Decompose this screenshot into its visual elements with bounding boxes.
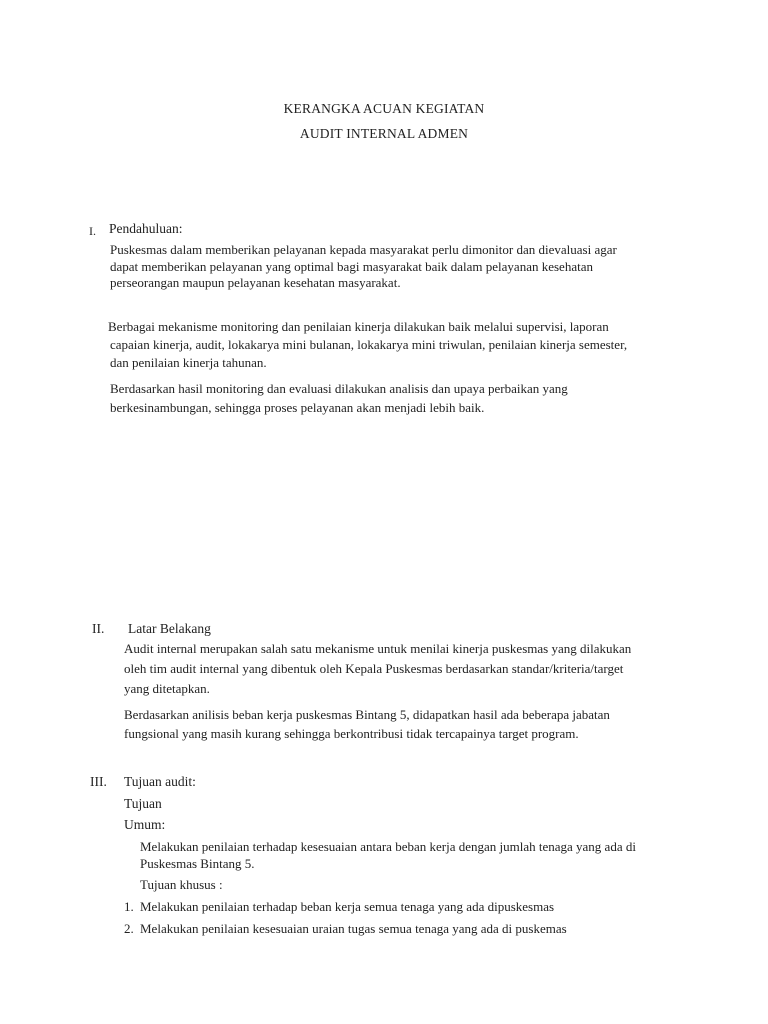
section1-p3-line1: Berdasarkan hasil monitoring dan evaluasi dilakukan analisis dan upaya perbaikan yang — [110, 381, 568, 396]
section1-p1-line2: dapat memberikan pelayanan yang optimal bagi masyarakat baik dalam pelayanan kesehatan — [110, 259, 593, 274]
list-item: Melakukan penilaian kesesuaian uraian tugas semua tenaga yang ada di puskemas — [140, 921, 567, 936]
section2-p1-line2: oleh tim audit internal yang dibentuk oleh Kepala Puskesmas berdasarkan standar/kriteria/target — [124, 661, 624, 676]
document-title-line2: AUDIT INTERNAL ADMEN — [299, 126, 469, 141]
section3-khusus-label: Tujuan khusus : — [140, 877, 223, 892]
list-item-number: 2. — [124, 921, 134, 936]
section3-tujuan: Tujuan — [124, 796, 162, 811]
section1-p1-line3: perseorangan maupun pelayanan kesehatan masyarakat. — [110, 275, 401, 290]
section1-number: I. — [89, 224, 96, 238]
section1-p2-line2: capaian kinerja, audit, lokakarya mini bulanan, lokakarya mini triwulan, penilaian kinerja semester, — [110, 337, 628, 352]
section2-p1-line1: Audit internal merupakan salah satu mekanisme untuk menilai kinerja puskesmas yang dilakukan — [124, 641, 632, 656]
section1-p1-line1: Puskesmas dalam memberikan pelayanan kepada masyarakat perlu dimonitor dan dievaluasi agar — [110, 242, 617, 257]
section1-heading: Pendahuluan: — [109, 221, 183, 236]
list-item-number: 1. — [124, 899, 134, 914]
section3-umum-line1: Melakukan penilaian terhadap kesesuaian antara beban kerja dengan jumlah tenaga yang ada di — [140, 839, 636, 854]
section1-p3-line2: berkesinambungan, sehingga proses pelayanan akan menjadi lebih baik. — [110, 400, 485, 415]
list-item: Melakukan penilaian terhadap beban kerja semua tenaga yang ada dipuskesmas — [140, 899, 555, 914]
section3-umum-line2: Puskesmas Bintang 5. — [140, 856, 255, 871]
section1-p2-line1: Berbagai mekanisme monitoring dan penilaian kinerja dilakukan baik melalui supervisi, laporan — [108, 319, 609, 334]
section2-p2-line1: Berdasarkan anilisis beban kerja puskesmas Bintang 5, didapatkan hasil ada beberapa jabatan — [124, 707, 610, 722]
section2-p1-line3: yang ditetapkan. — [124, 681, 210, 696]
section2-heading: Latar Belakang — [128, 621, 211, 636]
section3-heading: Tujuan audit: — [124, 774, 196, 789]
section2-number: II. — [92, 621, 105, 636]
section1-p2-line3: dan penilaian kinerja tahunan. — [110, 355, 267, 370]
section3-number: III. — [90, 774, 107, 789]
section3-umum: Umum: — [124, 817, 166, 832]
document-title-line1: KERANGKA ACUAN KEGIATAN — [283, 101, 485, 116]
section2-p2-line2: fungsional yang masih kurang sehingga berkontribusi tidak tercapainya target program. — [124, 726, 579, 741]
